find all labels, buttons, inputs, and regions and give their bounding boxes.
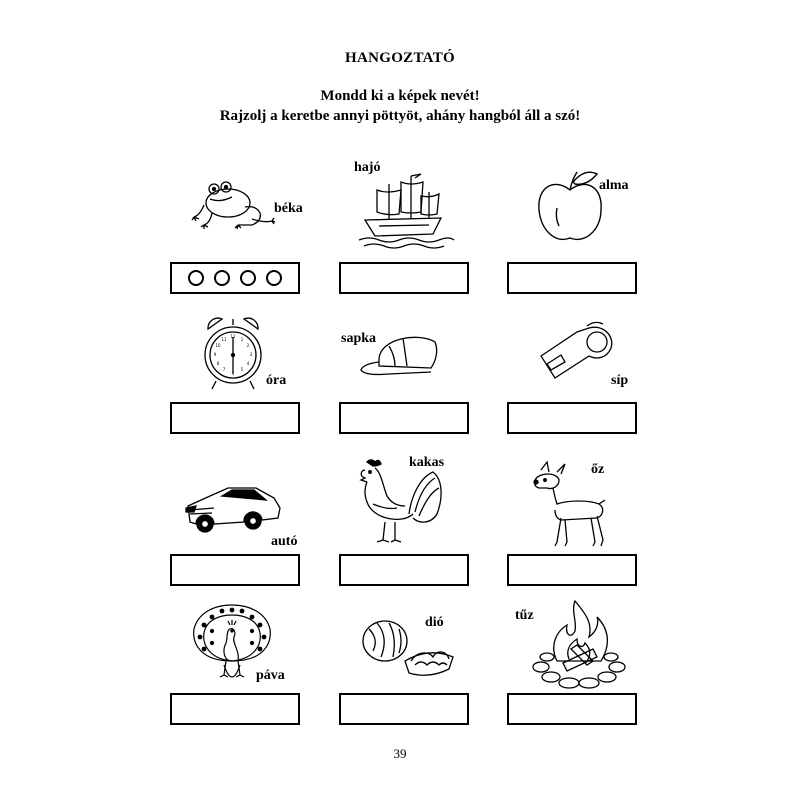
- frog-icon: [190, 175, 275, 235]
- ship-icon: [359, 170, 449, 250]
- word-label: síp: [611, 373, 629, 388]
- cap-icon: [359, 332, 441, 380]
- word-label: alma: [599, 178, 629, 193]
- svg-text:8: 8: [216, 361, 220, 366]
- answer-box[interactable]: [507, 402, 637, 434]
- answer-box[interactable]: [339, 262, 469, 294]
- exercise-item-alma: [507, 160, 642, 310]
- svg-text:10: 10: [215, 343, 221, 348]
- page-title: HANGOZTATÓ: [345, 50, 455, 66]
- instruction-line-2: Rajzolj a keretbe annyi pöttyöt, ahány hangból áll a szó!: [219, 108, 581, 124]
- exercise-item-hajo: [339, 160, 474, 310]
- answer-box[interactable]: [507, 554, 637, 586]
- word-label: kakas: [409, 455, 445, 470]
- word-label: óra: [266, 373, 287, 388]
- exercise-item-ora: [170, 300, 305, 450]
- word-label: dió: [425, 615, 444, 630]
- word-label: őz: [591, 462, 605, 477]
- svg-text:5: 5: [240, 367, 244, 372]
- exercise-item-auto: [170, 450, 305, 600]
- svg-text:3: 3: [249, 352, 253, 357]
- answer-box[interactable]: [170, 262, 300, 294]
- word-label: sapka: [341, 331, 377, 346]
- walnut-icon: [359, 617, 459, 677]
- alarm-clock-icon: [202, 315, 264, 395]
- sound-dot: [214, 270, 230, 286]
- exercise-item-kakas: [339, 450, 474, 600]
- page-number: 39: [393, 746, 407, 761]
- exercise-item-beka: [170, 160, 305, 310]
- sound-dot: [266, 270, 282, 286]
- answer-box[interactable]: [339, 693, 469, 725]
- rooster-icon: [353, 458, 445, 548]
- answer-box[interactable]: [339, 402, 469, 434]
- exercise-item-pava: [170, 595, 305, 745]
- answer-box[interactable]: [170, 402, 300, 434]
- exercise-item-sip: [507, 300, 642, 450]
- svg-text:9: 9: [213, 352, 217, 357]
- instruction-line-1: Mondd ki a képek nevét!: [320, 88, 480, 104]
- svg-text:7: 7: [222, 367, 226, 372]
- svg-text:6: 6: [231, 371, 235, 376]
- svg-text:2: 2: [246, 343, 250, 348]
- exercise-item-dio: [339, 595, 474, 745]
- answer-box[interactable]: [339, 554, 469, 586]
- answer-box[interactable]: [170, 554, 300, 586]
- answer-box[interactable]: [507, 693, 637, 725]
- whistle-icon: [537, 320, 617, 380]
- word-label: tűz: [515, 608, 534, 623]
- svg-text:4: 4: [246, 361, 250, 366]
- exercise-item-oz: [507, 450, 642, 600]
- word-label: páva: [256, 668, 285, 683]
- sound-dot: [188, 270, 204, 286]
- word-label: autó: [271, 534, 298, 549]
- svg-text:12: 12: [230, 334, 236, 339]
- exercise-item-sapka: [339, 300, 474, 450]
- answer-box[interactable]: [507, 262, 637, 294]
- svg-text:11: 11: [221, 337, 227, 342]
- exercise-item-tuz: [507, 595, 642, 745]
- sound-dot: [240, 270, 256, 286]
- campfire-icon: [527, 601, 627, 691]
- svg-text:1: 1: [240, 337, 244, 342]
- car-icon: [184, 478, 284, 533]
- word-label: hajó: [354, 160, 381, 175]
- word-label: béka: [274, 201, 303, 216]
- apple-icon: [535, 168, 605, 246]
- answer-box[interactable]: [170, 693, 300, 725]
